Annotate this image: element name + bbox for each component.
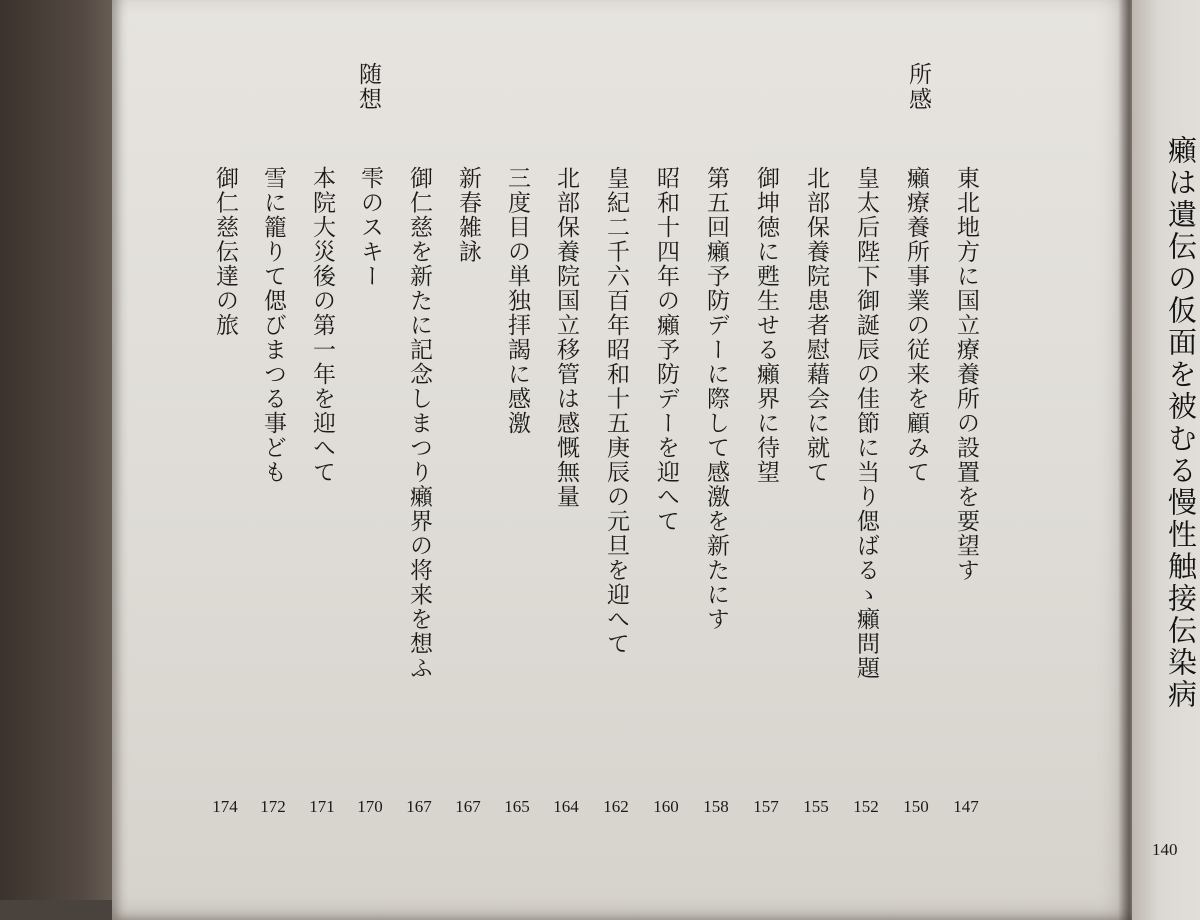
- toc-page-number: 150: [903, 797, 929, 816]
- toc-entry-title: 北部保養院国立移管は感慨無量: [553, 166, 579, 509]
- toc-entry-title: 三度目の単独拝謁に感激: [504, 166, 530, 436]
- toc-entry-title: 昭和十四年の癩予防デーを迎へて: [653, 166, 679, 534]
- running-title: 癩は遺伝の仮面を被むる慢性触接伝染病: [1164, 135, 1198, 711]
- toc-entry-title: 本院大災後の第一年を迎へて: [309, 166, 335, 485]
- toc-entry-title: 雫のスキー: [357, 166, 383, 289]
- toc-page-number: 157: [753, 797, 779, 816]
- toc-entry-title: 御坤徳に甦生せる癩界に待望: [753, 166, 779, 485]
- backdrop: [0, 0, 120, 900]
- toc-entry-title: 皇太后陛下御誕辰の佳節に当り偲ばるゝ癩問題: [853, 166, 879, 681]
- toc-page-number: 147: [953, 797, 979, 816]
- toc-page-number: 164: [553, 797, 579, 816]
- toc-entry-title: 新春雑詠: [455, 166, 481, 264]
- toc-page-number: 160: [653, 797, 679, 816]
- toc-page-number: 172: [260, 797, 286, 816]
- toc-page-number: 167: [406, 797, 432, 816]
- toc-page-number: 171: [309, 797, 335, 816]
- toc-page-number: 165: [504, 797, 530, 816]
- toc-page-number: 158: [703, 797, 729, 816]
- toc-entry-title: 東北地方に国立療養所の設置を要望す: [953, 166, 979, 583]
- toc-entry-title: 北部保養院患者慰藉会に就て: [803, 166, 829, 485]
- toc-page-number: 174: [212, 797, 238, 816]
- toc-entry-title: 御仁慈を新たに記念しまつり癩界の将来を想ふ: [406, 166, 432, 681]
- section-heading-shokan: 所感: [905, 62, 931, 112]
- page-number: 140: [1152, 840, 1178, 859]
- toc-page-number: 155: [803, 797, 829, 816]
- toc-entry-title: 御仁慈伝達の旅: [212, 166, 238, 338]
- toc-page-number: 170: [357, 797, 383, 816]
- toc-page-number: 162: [603, 797, 629, 816]
- toc-page-number: 152: [853, 797, 879, 816]
- toc-page-number: 167: [455, 797, 481, 816]
- section-heading-zuisou: 随想: [355, 62, 381, 112]
- toc-entry-title: 皇紀二千六百年昭和十五庚辰の元旦を迎へて: [603, 166, 629, 656]
- toc-entry-title: 第五回癩予防デーに際して感激を新たにす: [703, 166, 729, 632]
- toc-entry-title: 雪に籠りて偲びまつる事ども: [260, 166, 286, 485]
- toc-entry-title: 癩療養所事業の従来を顧みて: [903, 166, 929, 485]
